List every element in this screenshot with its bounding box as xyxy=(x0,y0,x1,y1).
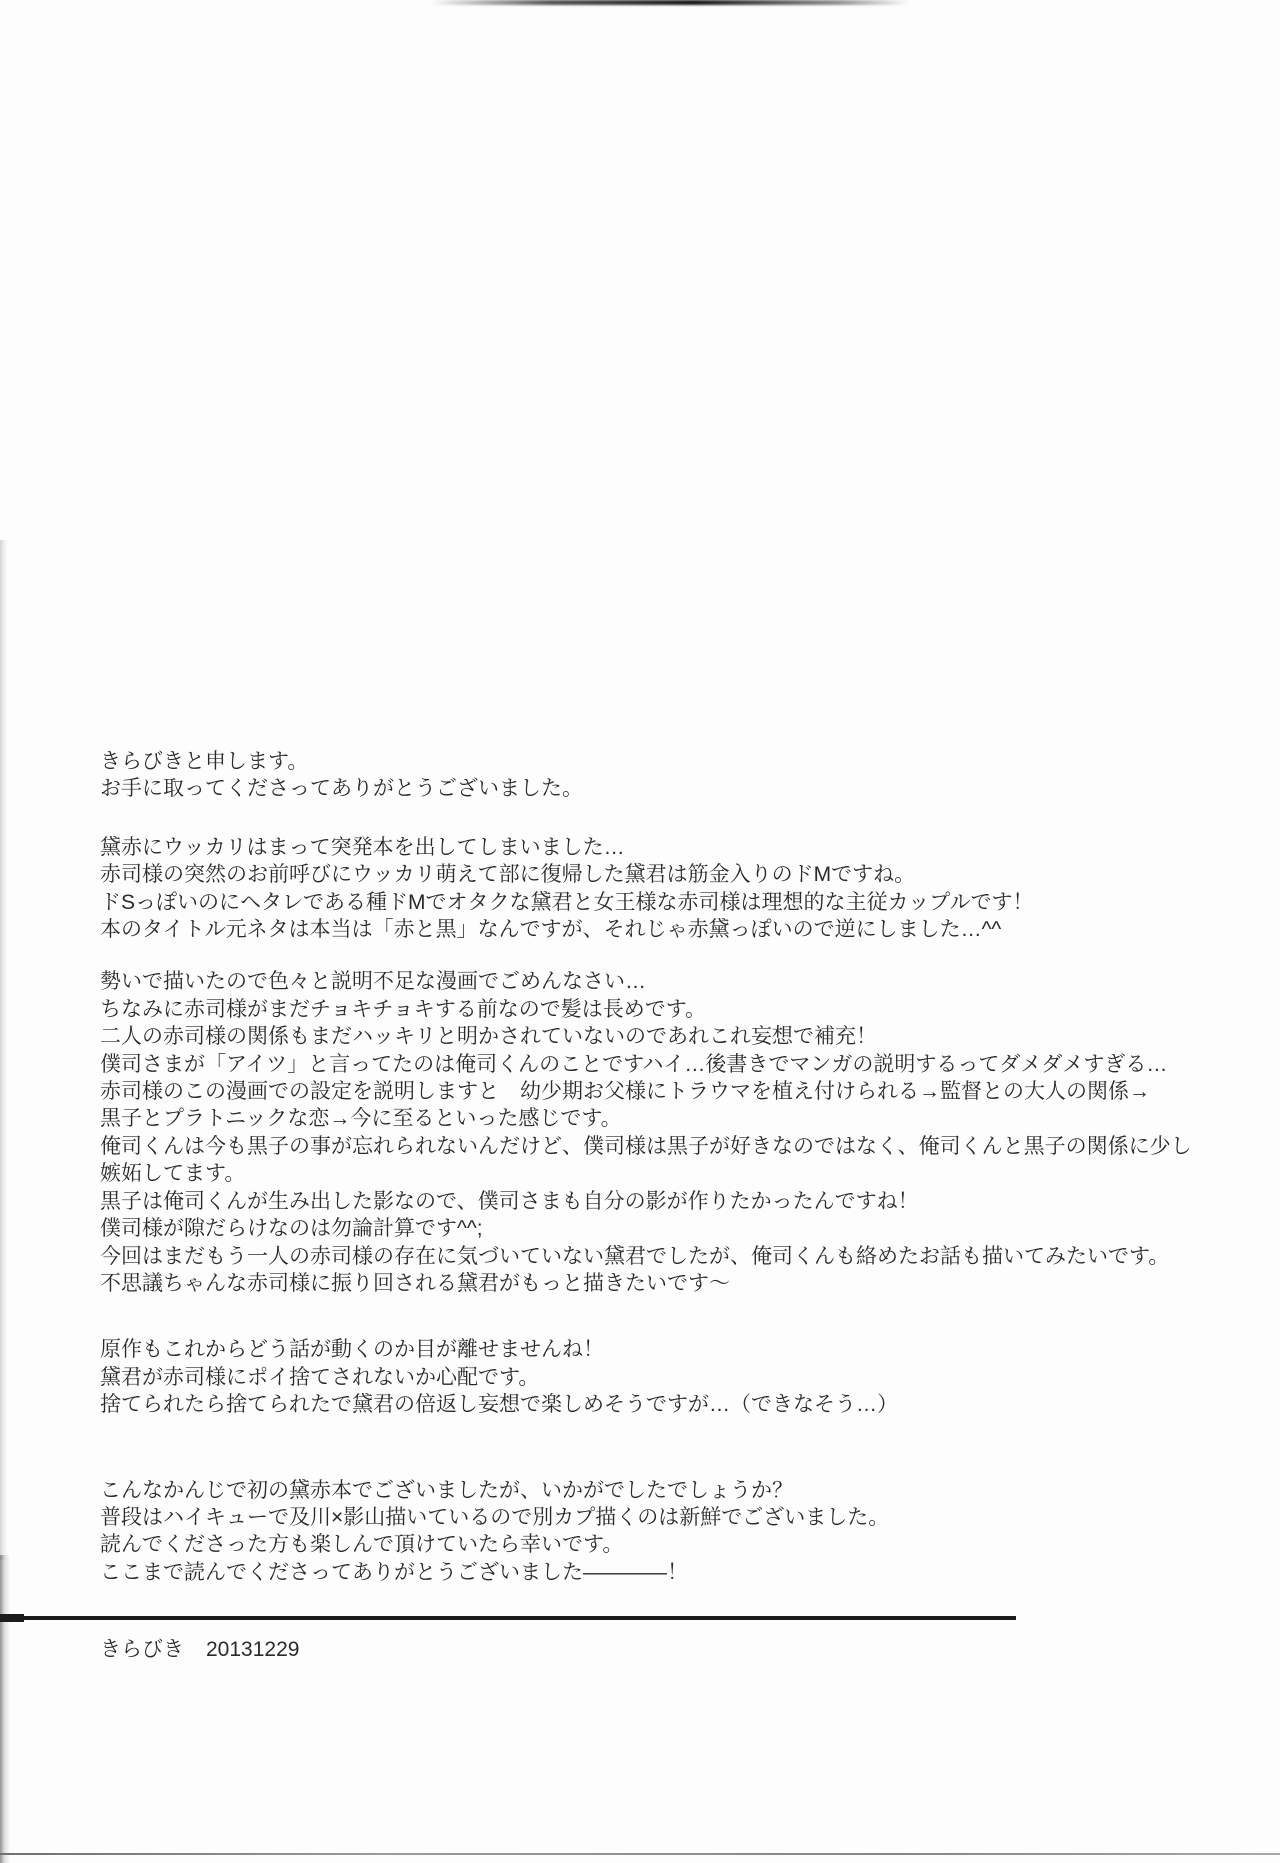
text-line: ここまで読んでくださってありがとうございました――――！ xyxy=(100,1560,688,1584)
paragraph xyxy=(100,1477,1210,1587)
paragraph xyxy=(100,834,1210,944)
text-line: きらびきと申します。 xyxy=(100,750,309,773)
text-line: 読んでくださった方も楽しんで頂けていたら幸いです。 xyxy=(100,1533,624,1557)
text-line: 二人の赤司様の関係もまだハッキリと明かされていないのであれこれ妄想で補充！ xyxy=(100,1025,877,1049)
afterword-text xyxy=(100,748,1210,1586)
text-line: 普段はハイキューで及川×影山描いているので別カプ描くのは新鮮でございました。 xyxy=(100,1505,890,1529)
text-line: 黛赤にウッカリはまって突発本を出してしまいました… xyxy=(100,835,625,859)
footer-separator-line xyxy=(0,1616,1016,1620)
text-line: 黒子は俺司くんが生み出した影なので、僕司さまも自分の影が作りたかったんですね！ xyxy=(100,1189,919,1213)
scan-artifact-left-edge-lower xyxy=(0,1555,10,1863)
text-line: ちなみに赤司様がまだチョキチョキする前なので髪は長めです。 xyxy=(100,997,707,1021)
credit-line xyxy=(100,1636,299,1663)
text-line: 捨てられたら捨てられたで黛君の倍返し妄想で楽しめそうですが…（できなそう…） xyxy=(100,1393,898,1417)
text-line: 僕司さまが「アイツ」と言ってたのは俺司くんのことですハイ…後書きでマンガの説明するってダメダメすぎる… xyxy=(100,1052,1168,1076)
scan-artifact-left-edge-upper xyxy=(0,540,8,1560)
paragraph xyxy=(100,1336,1210,1418)
text-line: お手に取ってくださってありがとうございました。 xyxy=(100,777,583,801)
text-line: 俺司くんは今も黒子の事が忘れられないんだけど、僕司様は黒子が好きなのではなく、俺司くんと黒子の関係に少し xyxy=(100,1134,1192,1158)
text-line: ドSっぽいのにヘタレである種ドMでオタクな黛君と女王様な赤司様は理想的な主従カップルです！ xyxy=(100,890,1034,914)
text-line: 赤司様のこの漫画での設定を説明しますと 幼少期お父様にトラウマを植え付けられる→監督との大人の関係→ xyxy=(100,1080,1150,1104)
text-line: 嫉妬してます。 xyxy=(100,1162,246,1186)
publication-date: 20131229 xyxy=(206,1638,300,1661)
text-line: 勢いで描いたので色々と説明不足な漫画でごめんなさい… xyxy=(100,970,646,994)
text-line: 不思議ちゃんな赤司様に振り回される黛君がもっと描きたいです～ xyxy=(100,1271,730,1295)
text-line: 赤司様の突然のお前呼びにウッカリ萌えて部に復帰した黛君は筋金入りのドMですね。 xyxy=(100,863,916,887)
text-line: 今回はまだもう一人の赤司様の存在に気づいていない黛君でしたが、俺司くんも絡めたお話も描いてみたいです。 xyxy=(100,1244,1170,1268)
paragraph xyxy=(100,968,1210,1297)
scan-artifact-top-edge xyxy=(430,0,910,5)
text-line: 黒子とプラトニックな恋→今に至るといった感じです。 xyxy=(100,1107,622,1131)
text-line: 本のタイトル元ネタは本当は「赤と黒」なんですが、それじゃ赤黛っぽいので逆にしました…^^ xyxy=(100,918,1002,942)
text-line: 黛君が赤司様にポイ捨てされないか心配です。 xyxy=(100,1365,540,1389)
text-line: こんなかんじで初の黛赤本でございましたが、いかがでしたでしょうか？ xyxy=(100,1478,793,1502)
text-line: 僕司様が隙だらけなのは勿論計算です^^; xyxy=(100,1217,483,1241)
scan-artifact-bottom-edge xyxy=(0,1853,1280,1855)
text-line: 原作もこれからどう話が動くのか目が離せませんね！ xyxy=(100,1338,604,1362)
paragraph xyxy=(100,748,1210,803)
author-name: きらびき xyxy=(100,1638,184,1661)
